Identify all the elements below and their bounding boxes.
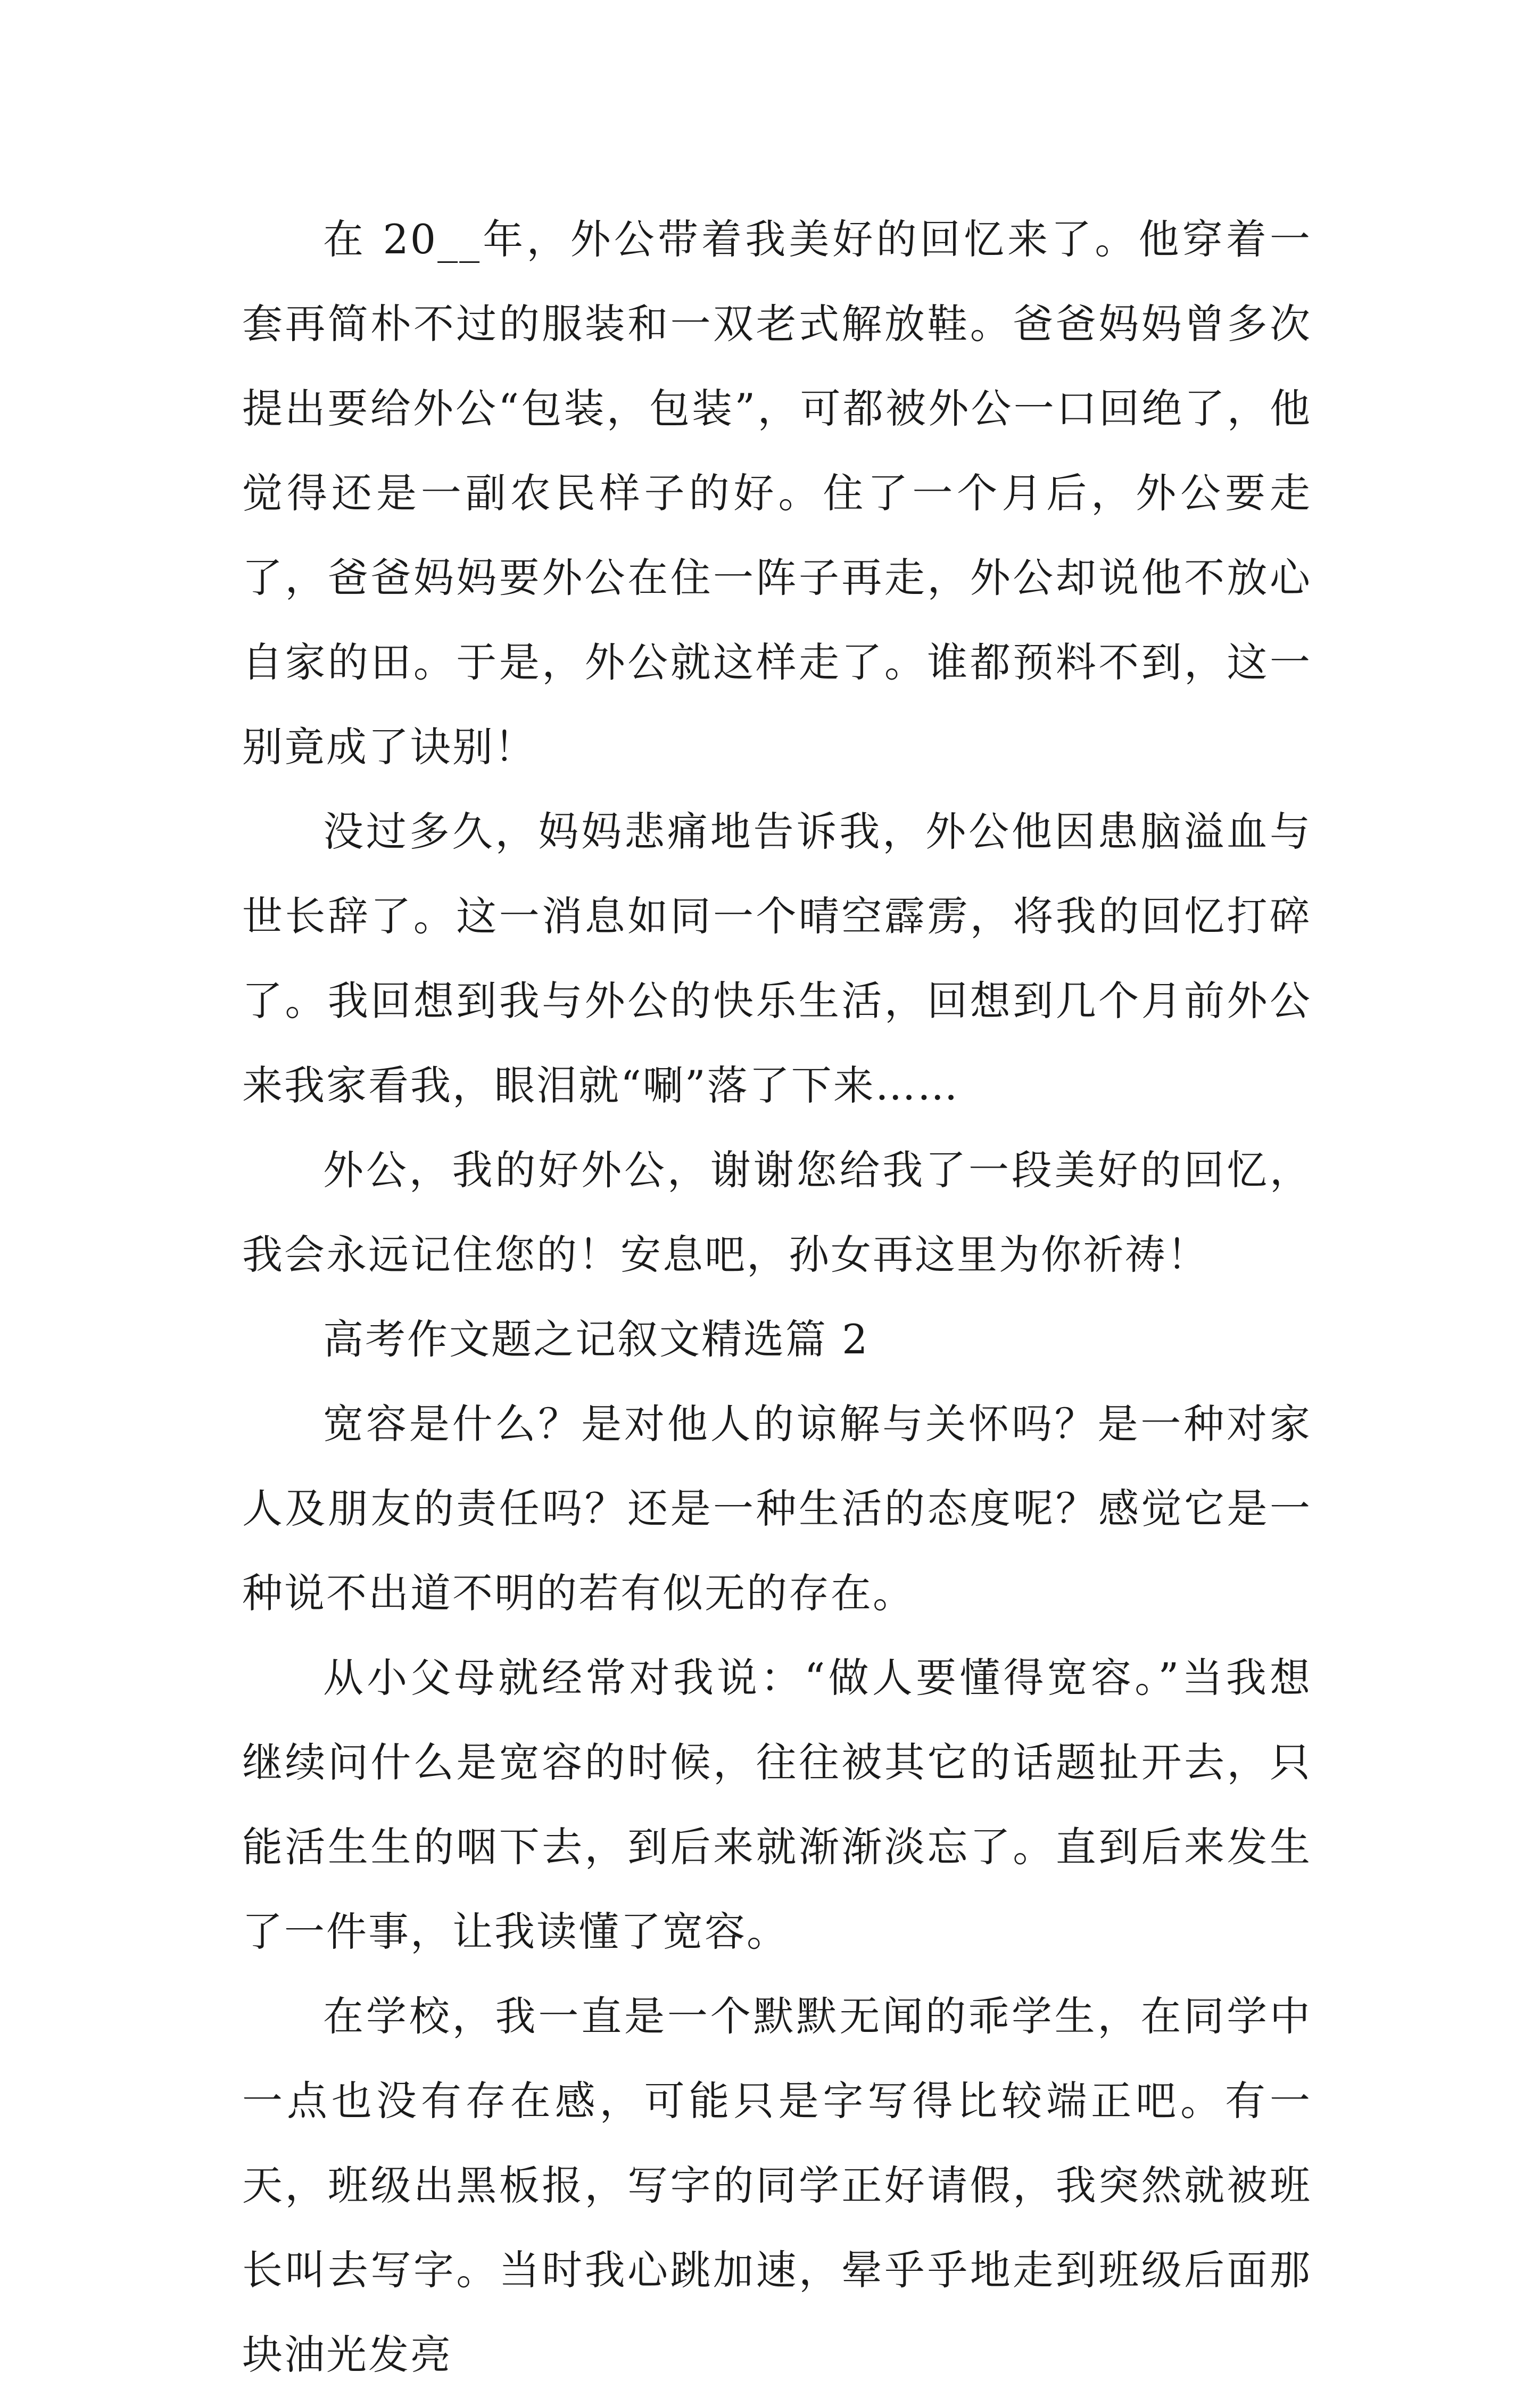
section-title: 高考作文题之记叙文精选篇 2 [323, 1316, 870, 1363]
paragraph-1: 在 20__年，外公带着我美好的回忆来了。他穿着一套再简朴不过的服装和一双老式解放鞋。爸爸妈妈曾多次提出要给外公“包装，包装”，可都被外公一口回绝了，他觉得还是一副农民样子的好。住了一个月后，外公要走了，爸爸妈妈要外公在住一阵子再走，外公却说他不放心自家的田。于是，外公就这样走了。谁都预料不到，这一别竟成了诀别！ [242, 216, 1312, 771]
paragraph-6: 在学校，我一直是一个默默无闻的乖学生，在同学中一点也没有存在感，可能只是字写得比较端正吧。有一天，班级出黑板报，写字的同学正好请假，我突然就被班长叫去写字。当时我心跳加速，晕乎乎地走到班级后面那块油光发亮 [242, 1993, 1312, 2378]
document-body [242, 197, 1312, 2397]
paragraph-2: 没过多久，妈妈悲痛地告诉我，外公他因患脑溢血与世长辞了。这一消息如同一个晴空霹雳，将我的回忆打碎了。我回想到我与外公的快乐生活，回想到几个月前外公来我家看我，眼泪就“唰”落了下来…… [242, 808, 1312, 1109]
paragraph-3: 外公，我的好外公，谢谢您给我了一段美好的回忆，我会永远记住您的！安息吧，孙女再这里为你祈祷！ [242, 1146, 1312, 1278]
paragraph-5: 从小父母就经常对我说：“做人要懂得宽容。”当我想继续问什么是宽容的时候，往往被其它的话题扯开去，只能活生生的咽下去，到后来就渐渐淡忘了。直到后来发生了一件事，让我读懂了宽容。 [242, 1654, 1312, 1955]
paragraph-4: 宽容是什么？是对他人的谅解与关怀吗？是一种对家人及朋友的责任吗？还是一种生活的态度呢？感觉它是一种说不出道不明的若有似无的存在。 [242, 1400, 1312, 1617]
